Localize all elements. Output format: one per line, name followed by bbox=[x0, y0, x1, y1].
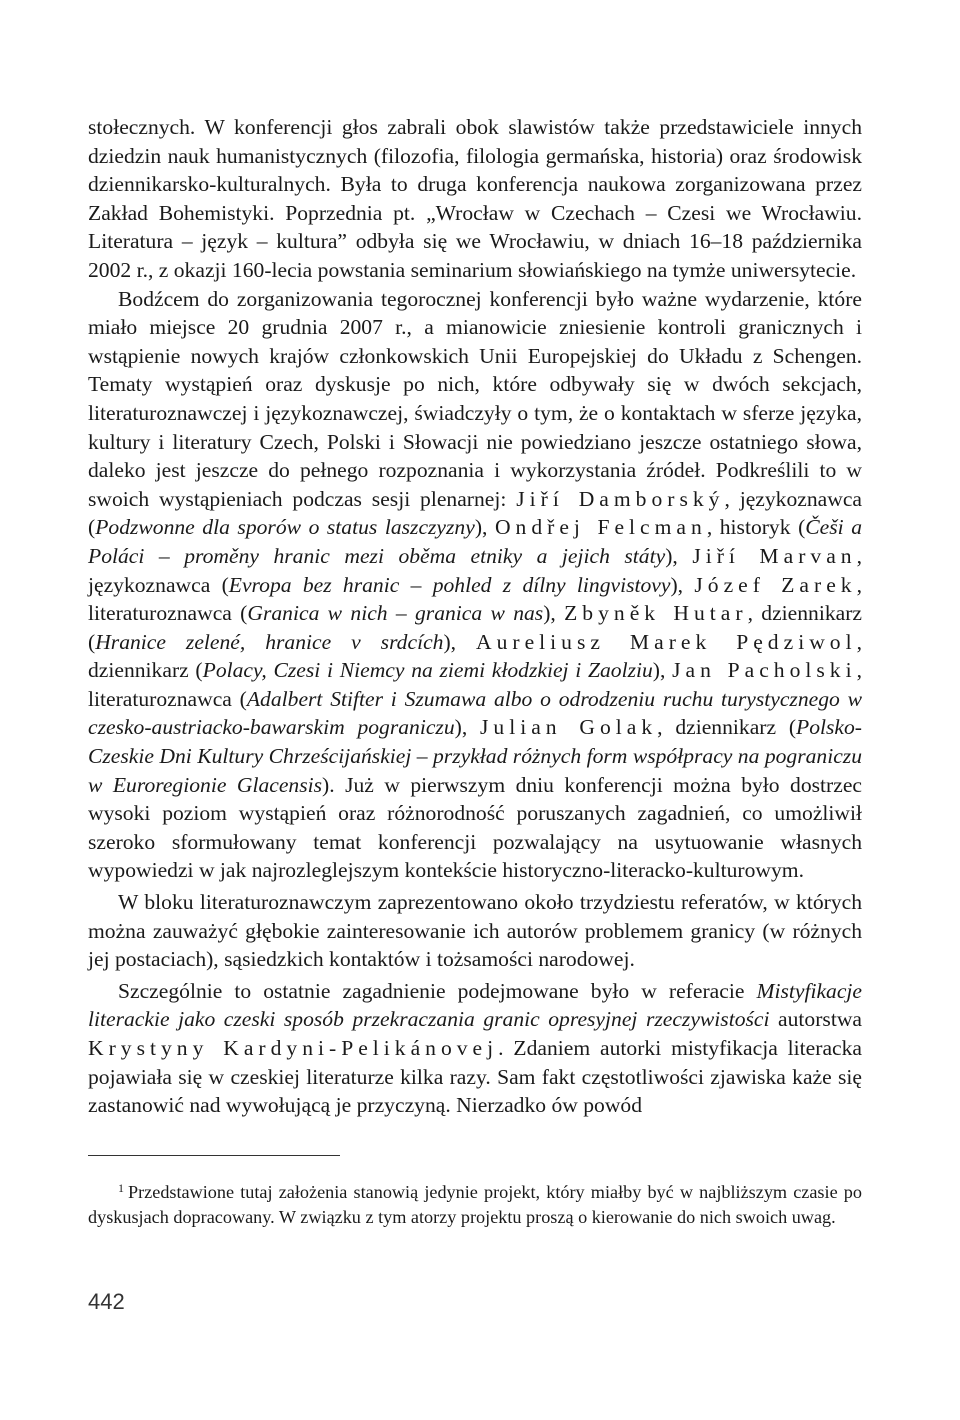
text-run: stołecznych. W konferencji głos zabrali obok slawistów także przedstawiciele innych dziedzin nauk humanistycznych (filozofia, filologia germańska, historia) oraz środowisk dziennikarsko-kulturalnych. Była to druga konferencja naukowa zorganizowana przez Zakład Bohemistyki. Poprzednia pt. „Wrocław w Czechach – Czesi we Wrocławiu. Literatura – język – kultura” odbyła się we Wrocławiu, w dniach 16–18 października 2002 r., z okazji 160-lecia powstania seminarium słowiańskiego na tymże uniwersytecie. bbox=[88, 115, 862, 282]
text-run: ), bbox=[443, 629, 476, 654]
text-run: ). Już w pierwszym dniu konferencji można było dostrzec wysoki poziom wystąpień oraz różnorodność poruszanych zagadnień, co umożliwił szeroko sformułowany temat konferencji pozwalający na usytuowanie własnych wypowiedzi w jak najrozleglejszym kontekście historyczno-literacko-kulturowym. bbox=[88, 772, 862, 883]
text-run: , językoznawca ( bbox=[88, 543, 862, 597]
person-name: Krystyny Kardyni-Pelikánovej bbox=[88, 1036, 499, 1060]
text-run: , literaturoznawca ( bbox=[88, 572, 862, 626]
text-run: , dziennikarz ( bbox=[657, 715, 797, 740]
text-run: ), bbox=[454, 715, 481, 740]
footnote bbox=[88, 1176, 862, 1230]
text-run: ), bbox=[665, 543, 693, 568]
title-italic: Polacy, Czesi i Niemcy na ziemi kłodzkiej i Zaolziu bbox=[202, 658, 653, 683]
body-text bbox=[88, 113, 862, 1120]
text-run: ), bbox=[543, 601, 565, 626]
person-name: Jiří Damborský bbox=[516, 486, 725, 511]
text-run: , literaturoznawca ( bbox=[88, 658, 862, 711]
title-italic: Češi a Poláci – proměny hranic mezi oběma etniky a jejich státy bbox=[88, 515, 862, 568]
text-run: Szczególnie to ostatnie zagadnienie podejmowane było w referacie bbox=[118, 978, 757, 1003]
title-italic: Podzwonne dla sporów o status laszczyzny bbox=[95, 515, 475, 540]
text-run: autorstwa bbox=[769, 1007, 862, 1032]
person-name: Julian Golak bbox=[480, 715, 658, 740]
text-run: , historyk ( bbox=[706, 515, 806, 540]
title-italic: Adalbert Stifter i Szumawa albo o odrodzeniu ruchu turystycznego w czesko-austriacko-bawarskim pograniczu bbox=[88, 686, 862, 740]
text-run: ), bbox=[652, 658, 673, 683]
page-number: 442 bbox=[88, 1289, 125, 1314]
title-italic: Polsko-Czeskie Dni Kultury Chrześcijańskiej – przykład różnych form współpracy na pograniczu w Euroregionie Glacensis bbox=[88, 715, 862, 797]
person-name: Aureliusz Marek Pędziwol bbox=[476, 629, 857, 654]
text-run: , dziennikarz ( bbox=[88, 601, 862, 654]
text-run: ), bbox=[670, 572, 695, 597]
paragraph bbox=[88, 285, 862, 885]
title-italic: Hranice zelené, hranice v srdcích bbox=[95, 629, 444, 654]
text-run: Bodźcem do zorganizowania tegorocznej konferencji było ważne wydarzenie, które miało miejsce 20 grudnia 2007 r., a mianowicie zniesienie kontroli granicznych i wstąpienie nowych krajów członkowskich Unii Europejskiej do Układu z Schengen. Tematy wystąpień oraz dyskusje po nich, które odbywały się w dwóch sekcjach, literaturoznawczej i językoznawczej, świadczyły o tym, że o kontaktach w sferze języka, kultury i literatury Czech, Polski i Słowacji nie powiedziano jeszcze ostatniego słowa, daleko jest jeszcze do pełnego rozpoznania i wykorzystania źródeł. Podkreślili to w swoich wystąpieniach podczas sesji plenarnej: bbox=[88, 286, 862, 511]
paragraph bbox=[88, 888, 862, 974]
title-italic: Evropa bez hranic – pohled z dílny lingvistovy bbox=[228, 572, 671, 597]
paragraph bbox=[88, 977, 862, 1120]
footnote-text: Przedstawione tutaj założenia stanowią jedynie projekt, który miałby być w najbliższym czasie po dyskusjach dopracowany. W związku z tym atorzy projektu proszą o kierowanie do nich swoich uwag. bbox=[88, 1182, 862, 1227]
person-name: Zbyněk Hutar bbox=[564, 601, 748, 626]
person-name: Jiří Marvan bbox=[692, 543, 857, 568]
text-run: . Zdaniem autorki mistyfikacja literacka pojawiała się w czeskiej literaturze kilka razy. Sam fakt częstotliwości zjawiska każe się zastanowić nad wywołującą je przyczyną. Nierzadko ów powód bbox=[88, 1036, 862, 1118]
text-run: W bloku literaturoznawczym zaprezentowano około trzydziestu referatów, w których można zauważyć głębokie zainteresowanie ich autorów problemem granicy (w różnych jej postaciach), sąsiedzkich kontaktów i tożsamości narodowej. bbox=[88, 890, 862, 972]
person-name: Józef Zarek bbox=[694, 572, 857, 597]
footnote-divider bbox=[88, 1155, 340, 1156]
text-run: , dziennikarz ( bbox=[88, 629, 862, 683]
paragraph bbox=[88, 113, 862, 285]
person-name: Ondřej Felcman bbox=[494, 515, 707, 540]
title-italic: Mistyfikacje literackie jako czeski sposób przekraczania granic opresyjnej rzeczywistości bbox=[88, 978, 862, 1032]
text-run: ), bbox=[474, 515, 495, 540]
person-name: Jan Pacholski bbox=[672, 658, 857, 683]
text-run: , językoznawca ( bbox=[88, 486, 863, 540]
title-italic: Granica w nich – granica w nas bbox=[247, 601, 544, 626]
footnote-marker: 1 bbox=[118, 1181, 124, 1195]
